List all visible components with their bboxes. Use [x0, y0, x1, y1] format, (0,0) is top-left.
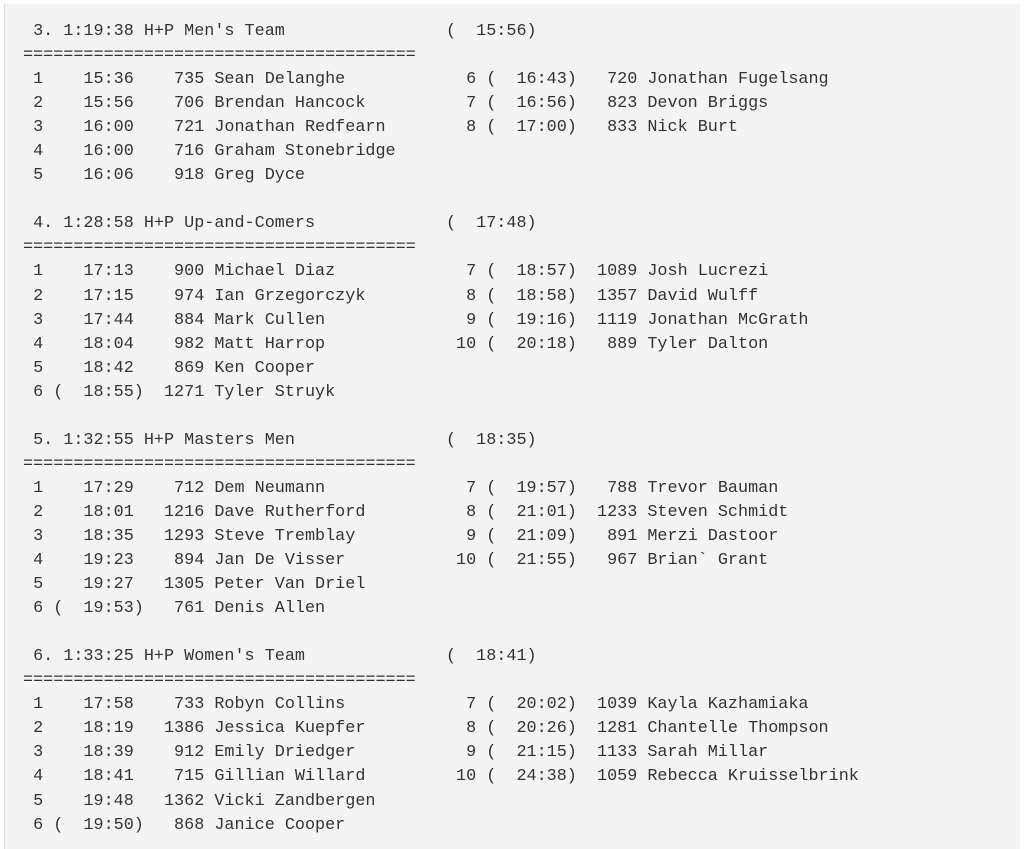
divider: ======================================= [23, 46, 416, 66]
blank-line [23, 405, 859, 429]
result-row: 3 18:39 912 Emily Driedger 9 ( 21:15) 1133 Sarah Millar [23, 743, 769, 763]
result-row: 3 17:44 884 Mark Cullen 9 ( 19:16) 1119 Jonathan McGrath [23, 310, 809, 330]
blank-line [23, 188, 859, 212]
result-row: 6 ( 18:55) 1271 Tyler Struyk [23, 382, 336, 402]
result-row: 1 17:13 900 Michael Diaz 7 ( 18:57) 1089 Josh Lucrezi [23, 262, 769, 282]
result-row: 1 17:29 712 Dem Neumann 7 ( 19:57) 788 Trevor Bauman [23, 478, 779, 498]
result-row: 6 ( 19:50) 868 Janice Cooper [23, 815, 346, 835]
result-row: 1 15:36 735 Sean Delanghe 6 ( 16:43) 720 Jonathan Fugelsang [23, 70, 829, 90]
result-row: 3 18:35 1293 Steve Tremblay 9 ( 21:09) 891 Merzi Dastoor [23, 526, 779, 546]
results-text [23, 20, 859, 838]
team-header: 5. 1:32:55 H+P Masters Men ( 18:35) [23, 430, 537, 450]
result-row: 2 17:15 974 Ian Grzegorczyk 8 ( 18:58) 1357 David Wulff [23, 286, 759, 306]
result-row: 2 18:01 1216 Dave Rutherford 8 ( 21:01) 1233 Steven Schmidt [23, 502, 789, 522]
result-row: 5 16:06 918 Greg Dyce [23, 166, 305, 186]
blank-line [23, 621, 859, 645]
result-row: 5 19:27 1305 Peter Van Driel [23, 575, 366, 595]
team-header: 6. 1:33:25 H+P Women's Team ( 18:41) [23, 647, 537, 667]
result-row: 5 19:48 1362 Vicki Zandbergen [23, 791, 376, 811]
team-header: 3. 1:19:38 H+P Men's Team ( 15:56) [23, 22, 537, 41]
result-row: 6 ( 19:53) 761 Denis Allen [23, 599, 326, 619]
result-row: 2 18:19 1386 Jessica Kuepfer 8 ( 20:26) 1281 Chantelle Thompson [23, 719, 829, 739]
results-panel [4, 4, 1020, 849]
result-row: 4 18:04 982 Matt Harrop 10 ( 20:18) 889 Tyler Dalton [23, 334, 769, 354]
team-header: 4. 1:28:58 H+P Up-and-Comers ( 17:48) [23, 214, 537, 234]
result-row: 1 17:58 733 Robyn Collins 7 ( 20:02) 1039 Kayla Kazhamiaka [23, 695, 809, 715]
divider: ======================================= [23, 454, 416, 474]
result-row: 4 18:41 715 Gillian Willard 10 ( 24:38) 1059 Rebecca Kruisselbrink [23, 767, 859, 787]
divider: ======================================= [23, 671, 416, 691]
result-row: 4 19:23 894 Jan De Visser 10 ( 21:55) 967 Brian` Grant [23, 551, 769, 571]
divider: ======================================= [23, 238, 416, 258]
result-row: 3 16:00 721 Jonathan Redfearn 8 ( 17:00) 833 Nick Burt [23, 118, 738, 138]
result-row: 2 15:56 706 Brendan Hancock 7 ( 16:56) 823 Devon Briggs [23, 94, 769, 114]
result-row: 5 18:42 869 Ken Cooper [23, 358, 316, 378]
result-row: 4 16:00 716 Graham Stonebridge [23, 142, 396, 162]
